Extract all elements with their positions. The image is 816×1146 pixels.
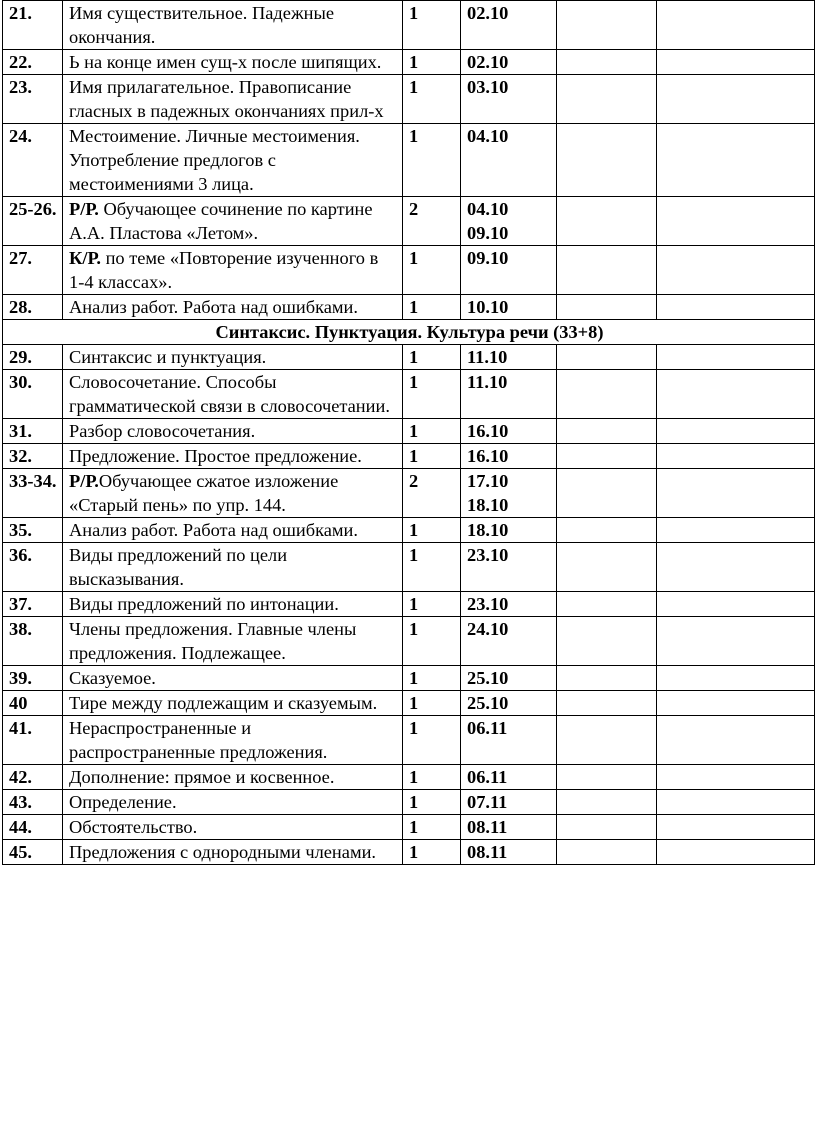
lesson-topic [63, 716, 403, 765]
notes-cell [657, 716, 815, 765]
table-row [3, 815, 815, 840]
lesson-date [461, 840, 557, 865]
lesson-date [461, 592, 557, 617]
date-value: 04.10 [467, 126, 509, 146]
table-row [3, 790, 815, 815]
actual-date-cell [557, 197, 657, 246]
lesson-number: 32. [3, 444, 63, 469]
actual-date-cell [557, 444, 657, 469]
lesson-number: 38. [3, 617, 63, 666]
lesson-hours: 1 [403, 246, 461, 295]
lesson-topic [63, 197, 403, 246]
notes-cell [657, 765, 815, 790]
table-row [3, 592, 815, 617]
table-row [3, 543, 815, 592]
actual-date-cell [557, 124, 657, 197]
lesson-number: 45. [3, 840, 63, 865]
date-value: 08.11 [467, 817, 508, 837]
notes-cell [657, 840, 815, 865]
lesson-topic [63, 1, 403, 50]
actual-date-cell [557, 592, 657, 617]
lesson-number: 22. [3, 50, 63, 75]
notes-cell [657, 617, 815, 666]
date-value: 03.10 [467, 77, 509, 97]
lesson-topic [63, 518, 403, 543]
lesson-hours: 1 [403, 124, 461, 197]
lesson-topic-text: Обучающее сжатое изложение «Старый пень» по упр. 144. [69, 471, 339, 515]
table-row [3, 370, 815, 419]
lesson-hours: 1 [403, 444, 461, 469]
actual-date-cell [557, 419, 657, 444]
lesson-date [461, 370, 557, 419]
lesson-hours: 1 [403, 518, 461, 543]
date-value: 04.10 [467, 199, 509, 219]
date-value: 25.10 [467, 668, 509, 688]
date-value: 07.11 [467, 792, 508, 812]
date-value: 09.10 [467, 248, 509, 268]
notes-cell [657, 197, 815, 246]
lesson-date [461, 716, 557, 765]
date-value: 24.10 [467, 619, 509, 639]
lesson-topic-text: Имя прилагательное. Правописание гласных в падежных окончаниях прил-х [69, 77, 384, 121]
table-row [3, 50, 815, 75]
actual-date-cell [557, 790, 657, 815]
lesson-topic-text: Дополнение: прямое и косвенное. [69, 767, 335, 787]
date-value: 25.10 [467, 693, 509, 713]
date-value: 06.11 [467, 718, 508, 738]
lesson-hours: 1 [403, 1, 461, 50]
lesson-type-prefix: Р/Р. [69, 471, 99, 491]
lesson-hours: 1 [403, 345, 461, 370]
lesson-date [461, 815, 557, 840]
lesson-date [461, 666, 557, 691]
lesson-date [461, 765, 557, 790]
notes-cell [657, 666, 815, 691]
table-row [3, 691, 815, 716]
lesson-hours: 1 [403, 75, 461, 124]
lesson-number: 43. [3, 790, 63, 815]
lesson-number: 37. [3, 592, 63, 617]
lesson-date [461, 518, 557, 543]
lesson-number: 30. [3, 370, 63, 419]
table-row [3, 295, 815, 320]
date-value: 08.11 [467, 842, 508, 862]
lesson-topic-text: Словосочетание. Способы грамматической связи в словосочетании. [69, 372, 390, 416]
lesson-topic [63, 592, 403, 617]
notes-cell [657, 124, 815, 197]
table-row [3, 444, 815, 469]
lesson-plan-table [2, 0, 815, 865]
actual-date-cell [557, 666, 657, 691]
lesson-topic-text: Виды предложений по цели высказывания. [69, 545, 288, 589]
lesson-topic-text: Анализ работ. Работа над ошибками. [69, 297, 358, 317]
lesson-number: 35. [3, 518, 63, 543]
date-value: 23.10 [467, 545, 509, 565]
lesson-hours: 2 [403, 197, 461, 246]
lesson-topic [63, 124, 403, 197]
date-value: 02.10 [467, 52, 509, 72]
notes-cell [657, 691, 815, 716]
lesson-date [461, 246, 557, 295]
table-row [3, 197, 815, 246]
lesson-topic-text: Разбор словосочетания. [69, 421, 256, 441]
actual-date-cell [557, 50, 657, 75]
lesson-topic-text: Ь на конце имен сущ-х после шипящих. [69, 52, 382, 72]
date-value: 11.10 [467, 347, 508, 367]
notes-cell [657, 469, 815, 518]
lesson-topic [63, 666, 403, 691]
date-value: 18.10 [467, 520, 509, 540]
lesson-date [461, 419, 557, 444]
lesson-topic [63, 815, 403, 840]
lesson-topic-text: Анализ работ. Работа над ошибками. [69, 520, 358, 540]
lesson-number: 21. [3, 1, 63, 50]
lesson-topic [63, 617, 403, 666]
section-header-row [3, 320, 815, 345]
date-value: 23.10 [467, 594, 509, 614]
table-row [3, 124, 815, 197]
notes-cell [657, 592, 815, 617]
lesson-topic-text: Обучающее сочинение по картине А.А. Пластова «Летом». [69, 199, 373, 243]
notes-cell [657, 815, 815, 840]
table-row [3, 419, 815, 444]
lesson-type-prefix: Р/Р. [69, 199, 99, 219]
lesson-date [461, 197, 557, 246]
actual-date-cell [557, 75, 657, 124]
lesson-type-prefix: К/Р. [69, 248, 101, 268]
lesson-topic-text: Предложения с однородными членами. [69, 842, 377, 862]
lesson-date [461, 444, 557, 469]
notes-cell [657, 543, 815, 592]
lesson-hours: 1 [403, 765, 461, 790]
notes-cell [657, 50, 815, 75]
lesson-number: 27. [3, 246, 63, 295]
lesson-hours: 1 [403, 50, 461, 75]
lesson-number: 28. [3, 295, 63, 320]
lesson-hours: 1 [403, 419, 461, 444]
lesson-topic-text: Синтаксис и пунктуация. [69, 347, 267, 367]
notes-cell [657, 246, 815, 295]
lesson-topic [63, 50, 403, 75]
lesson-topic-text: Предложение. Простое предложение. [69, 446, 362, 466]
lesson-topic [63, 75, 403, 124]
lesson-topic [63, 444, 403, 469]
table-row [3, 1, 815, 50]
lesson-number: 42. [3, 765, 63, 790]
lesson-topic [63, 419, 403, 444]
notes-cell [657, 444, 815, 469]
actual-date-cell [557, 815, 657, 840]
lesson-hours: 1 [403, 592, 461, 617]
actual-date-cell [557, 840, 657, 865]
lesson-number: 23. [3, 75, 63, 124]
lesson-hours: 1 [403, 691, 461, 716]
date-value: 10.10 [467, 297, 509, 317]
lesson-date [461, 75, 557, 124]
lesson-hours: 1 [403, 370, 461, 419]
lesson-date [461, 691, 557, 716]
lesson-topic [63, 840, 403, 865]
lesson-topic [63, 246, 403, 295]
actual-date-cell [557, 518, 657, 543]
notes-cell [657, 1, 815, 50]
lesson-hours: 1 [403, 790, 461, 815]
lesson-topic-text: Виды предложений по интонации. [69, 594, 339, 614]
lesson-number: 29. [3, 345, 63, 370]
actual-date-cell [557, 765, 657, 790]
table-row [3, 518, 815, 543]
lesson-topic-text: по теме «Повторение изученного в 1-4 классах». [69, 248, 379, 292]
date-value: 16.10 [467, 421, 509, 441]
lesson-topic [63, 765, 403, 790]
lesson-hours: 1 [403, 295, 461, 320]
section-title: Синтаксис. Пунктуация. Культура речи (33+8) [3, 320, 815, 345]
actual-date-cell [557, 469, 657, 518]
notes-cell [657, 75, 815, 124]
lesson-topic-text: Нераспространенные и распространенные предложения. [69, 718, 328, 762]
actual-date-cell [557, 691, 657, 716]
lesson-number: 41. [3, 716, 63, 765]
lesson-date [461, 617, 557, 666]
lesson-date [461, 1, 557, 50]
lesson-topic [63, 469, 403, 518]
notes-cell [657, 370, 815, 419]
actual-date-cell [557, 295, 657, 320]
lesson-topic-text: Тире между подлежащим и сказуемым. [69, 693, 378, 713]
notes-cell [657, 345, 815, 370]
date-value: 18.10 [467, 495, 509, 515]
lesson-hours: 1 [403, 543, 461, 592]
notes-cell [657, 518, 815, 543]
date-value: 09.10 [467, 223, 509, 243]
lesson-number: 31. [3, 419, 63, 444]
table-row [3, 716, 815, 765]
table-row [3, 617, 815, 666]
table-row [3, 345, 815, 370]
actual-date-cell [557, 345, 657, 370]
lesson-hours: 2 [403, 469, 461, 518]
lesson-date [461, 345, 557, 370]
lesson-date [461, 543, 557, 592]
date-value: 11.10 [467, 372, 508, 392]
lesson-topic [63, 691, 403, 716]
lesson-number: 39. [3, 666, 63, 691]
table-body-after [3, 345, 815, 865]
table-row [3, 246, 815, 295]
date-value: 16.10 [467, 446, 509, 466]
lesson-topic-text: Обстоятельство. [69, 817, 198, 837]
lesson-hours: 1 [403, 815, 461, 840]
lesson-number: 25-26. [3, 197, 63, 246]
lesson-number: 44. [3, 815, 63, 840]
section-header-group [3, 320, 815, 345]
table-row [3, 469, 815, 518]
lesson-topic [63, 370, 403, 419]
lesson-number: 36. [3, 543, 63, 592]
table-row [3, 75, 815, 124]
lesson-topic-text: Сказуемое. [69, 668, 156, 688]
actual-date-cell [557, 543, 657, 592]
table-row [3, 765, 815, 790]
actual-date-cell [557, 1, 657, 50]
actual-date-cell [557, 246, 657, 295]
date-value: 02.10 [467, 3, 509, 23]
lesson-date [461, 50, 557, 75]
actual-date-cell [557, 716, 657, 765]
notes-cell [657, 790, 815, 815]
actual-date-cell [557, 370, 657, 419]
lesson-date [461, 790, 557, 815]
date-value: 17.10 [467, 471, 509, 491]
lesson-topic [63, 345, 403, 370]
table-row [3, 666, 815, 691]
table-row [3, 840, 815, 865]
lesson-topic-text: Члены предложения. Главные члены предложения. Подлежащее. [69, 619, 357, 663]
lesson-date [461, 295, 557, 320]
date-value: 06.11 [467, 767, 508, 787]
table-body-before [3, 1, 815, 320]
lesson-topic [63, 790, 403, 815]
lesson-hours: 1 [403, 666, 461, 691]
lesson-topic [63, 543, 403, 592]
lesson-topic-text: Местоимение. Личные местоимения. Употребление предлогов с местоимениями 3 лица. [69, 126, 360, 194]
lesson-date [461, 469, 557, 518]
lesson-date [461, 124, 557, 197]
lesson-hours: 1 [403, 716, 461, 765]
lesson-topic-text: Имя существительное. Падежные окончания. [69, 3, 335, 47]
lesson-hours: 1 [403, 617, 461, 666]
actual-date-cell [557, 617, 657, 666]
lesson-topic-text: Определение. [69, 792, 177, 812]
lesson-hours: 1 [403, 840, 461, 865]
lesson-number: 33-34. [3, 469, 63, 518]
lesson-topic [63, 295, 403, 320]
notes-cell [657, 419, 815, 444]
lesson-number: 40 [3, 691, 63, 716]
notes-cell [657, 295, 815, 320]
lesson-number: 24. [3, 124, 63, 197]
